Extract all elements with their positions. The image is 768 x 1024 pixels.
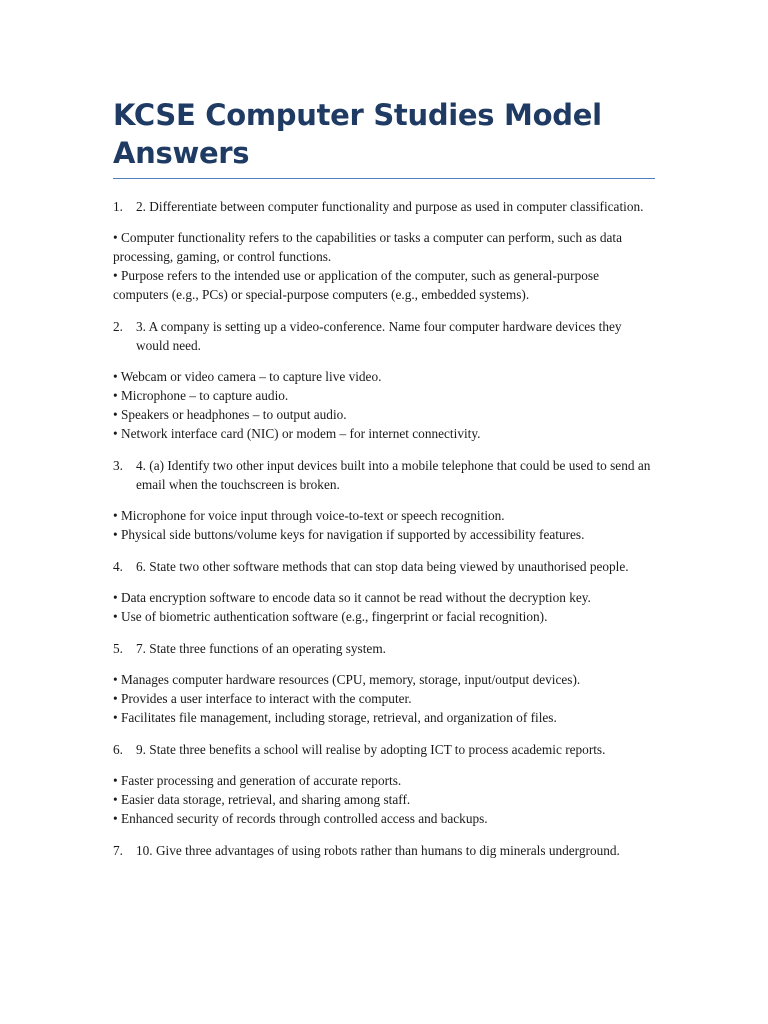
document-page bbox=[113, 96, 655, 872]
question-text: 4. (a) Identify two other input devices built into a mobile telephone that could be used to send an email when the touchscreen is broken. bbox=[136, 458, 651, 492]
answer-list-6 bbox=[113, 771, 655, 828]
question-number: 7. bbox=[113, 843, 123, 858]
question-text: 6. State two other software methods that can stop data being viewed by unauthorised people. bbox=[136, 559, 629, 574]
answer-list-4 bbox=[113, 588, 655, 626]
answer-item: • Webcam or video camera – to capture live video. bbox=[113, 369, 382, 384]
document-title: KCSE Computer Studies Model Answers bbox=[113, 96, 655, 179]
answer-item: • Speakers or headphones – to output audio. bbox=[113, 407, 347, 422]
question-list bbox=[113, 197, 655, 860]
answer-item: • Use of biometric authentication software (e.g., fingerprint or facial recognition). bbox=[113, 609, 548, 624]
answer-item: • Microphone for voice input through voice-to-text or speech recognition. bbox=[113, 508, 505, 523]
question-item-1 bbox=[113, 197, 655, 216]
answer-list-2 bbox=[113, 367, 655, 443]
answer-item: • Computer functionality refers to the capabilities or tasks a computer can perform, such as data processing, gaming, or control functions. bbox=[113, 230, 623, 264]
answer-item: • Physical side buttons/volume keys for navigation if supported by accessibility features. bbox=[113, 527, 585, 542]
question-text: 3. A company is setting up a video-conference. Name four computer hardware devices they would need. bbox=[136, 319, 622, 353]
question-number: 2. bbox=[113, 319, 123, 334]
question-item-2 bbox=[113, 317, 655, 355]
answer-item: • Easier data storage, retrieval, and sharing among staff. bbox=[113, 792, 411, 807]
answer-item: • Manages computer hardware resources (CPU, memory, storage, input/output devices). bbox=[113, 672, 581, 687]
question-number: 1. bbox=[113, 199, 123, 214]
answer-list-5 bbox=[113, 670, 655, 727]
answer-item: • Enhanced security of records through controlled access and backups. bbox=[113, 811, 488, 826]
question-number: 6. bbox=[113, 742, 123, 757]
answer-item: • Network interface card (NIC) or modem – for internet connectivity. bbox=[113, 426, 481, 441]
answer-item: • Faster processing and generation of accurate reports. bbox=[113, 773, 402, 788]
answer-item: • Provides a user interface to interact with the computer. bbox=[113, 691, 412, 706]
question-item-5 bbox=[113, 639, 655, 658]
question-item-3 bbox=[113, 456, 655, 494]
question-item-6 bbox=[113, 740, 655, 759]
question-text: 9. State three benefits a school will realise by adopting ICT to process academic reports. bbox=[136, 742, 606, 757]
answer-list-3 bbox=[113, 506, 655, 544]
answer-list-1 bbox=[113, 228, 655, 304]
question-number: 5. bbox=[113, 641, 123, 656]
question-number: 3. bbox=[113, 458, 123, 473]
question-item-7 bbox=[113, 841, 655, 860]
question-text: 10. Give three advantages of using robots rather than humans to dig minerals underground. bbox=[136, 843, 620, 858]
question-text: 2. Differentiate between computer functionality and purpose as used in computer classification. bbox=[136, 199, 644, 214]
question-item-4 bbox=[113, 557, 655, 576]
question-number: 4. bbox=[113, 559, 123, 574]
answer-item: • Microphone – to capture audio. bbox=[113, 388, 289, 403]
answer-item: • Facilitates file management, including storage, retrieval, and organization of files. bbox=[113, 710, 557, 725]
answer-item: • Purpose refers to the intended use or application of the computer, such as general-purpose computers (e.g., PCs) or special-purpose computers (e.g., embedded systems). bbox=[113, 268, 599, 302]
question-text: 7. State three functions of an operating system. bbox=[136, 641, 386, 656]
answer-item: • Data encryption software to encode data so it cannot be read without the decryption key. bbox=[113, 590, 591, 605]
